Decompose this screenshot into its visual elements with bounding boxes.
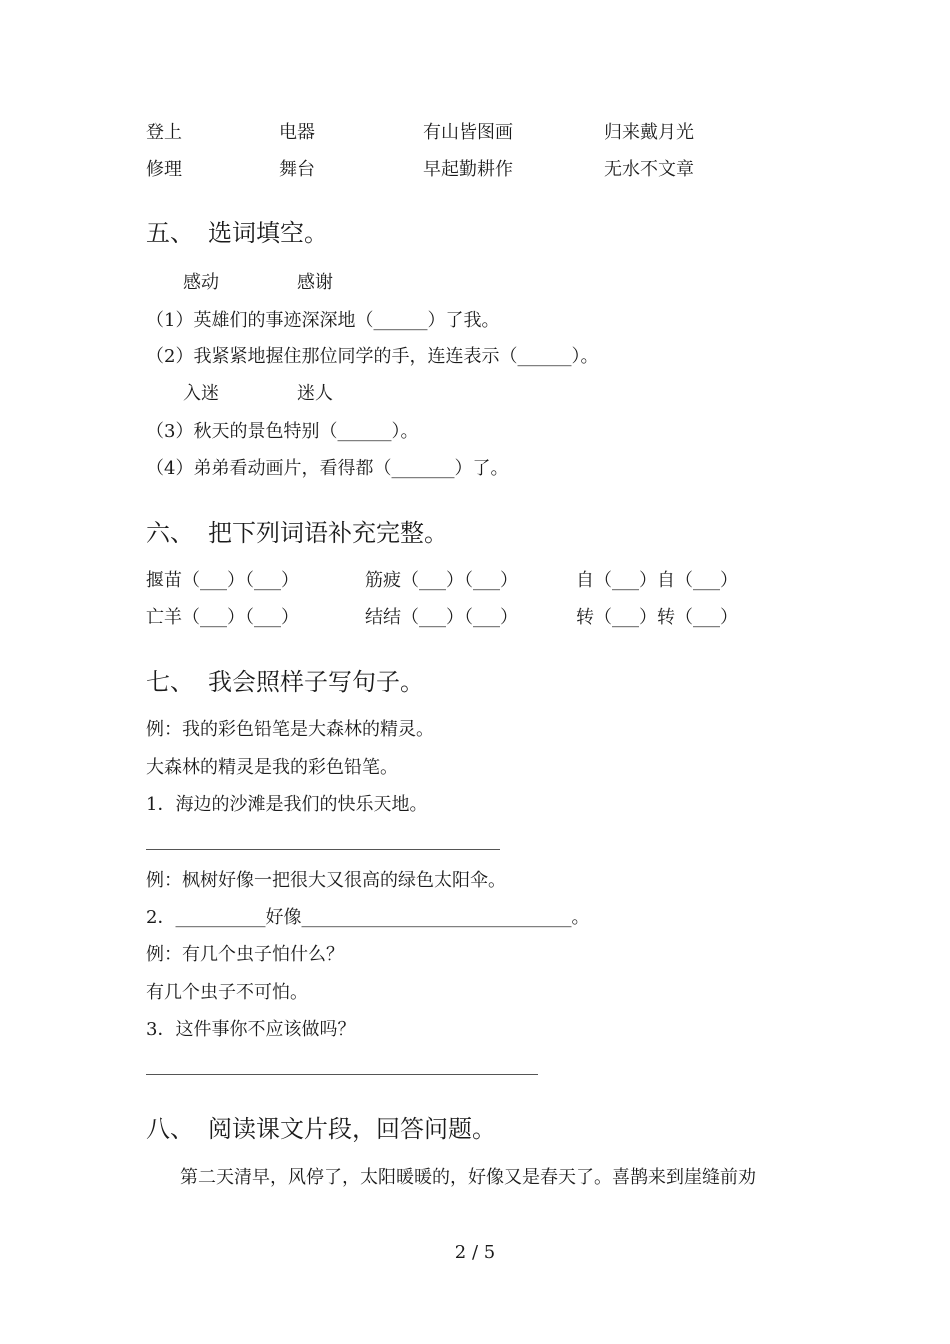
choice-word: 入迷 [183, 383, 219, 404]
section-heading [146, 667, 424, 697]
section-number: 六、 [146, 519, 194, 547]
idiom-item: 结结（___）（___） [365, 607, 518, 628]
choice-word: 迷人 [297, 383, 333, 404]
example-sentence: 有几个虫子不可怕。 [146, 982, 308, 1003]
word-cell: 修理 [146, 159, 182, 180]
word-cell: 早起勤耕作 [423, 159, 513, 180]
section-title: 把下列词语补充完整。 [208, 519, 448, 547]
word-cell: 归来戴月光 [604, 122, 694, 143]
example-sentence: 例：有几个虫子怕什么？ [146, 944, 344, 965]
example-sentence: 大森林的精灵是我的彩色铅笔。 [146, 757, 398, 778]
answer-line[interactable] [146, 1074, 538, 1075]
word-cell: 电器 [279, 122, 315, 143]
idiom-item: 自（___）自（___） [576, 570, 738, 591]
reading-passage: 第二天清早，风停了，太阳暖暖的，好像又是春天了。喜鹊来到崖缝前劝 [180, 1167, 756, 1188]
idiom-item: 揠苗（___）（___） [146, 570, 299, 591]
exercise-sentence: 2．__________好像______________________________。 [146, 907, 590, 928]
idiom-item: 亡羊（___）（___） [146, 607, 299, 628]
fill-question: （4）弟弟看动画片，看得都（_______）了。 [146, 458, 509, 479]
fill-question: （3）秋天的景色特别（______）。 [146, 421, 419, 442]
choice-word: 感动 [183, 272, 219, 293]
word-cell: 无水不文章 [604, 159, 694, 180]
page-number: 2 / 5 [454, 1242, 496, 1263]
section-number: 八、 [146, 1115, 194, 1143]
section-title: 阅读课文片段，回答问题。 [208, 1115, 496, 1143]
word-cell: 有山皆图画 [423, 122, 513, 143]
word-cell: 舞台 [279, 159, 315, 180]
example-sentence: 例：枫树好像一把很大又很高的绿色太阳伞。 [146, 870, 506, 891]
section-title: 我会照样子写句子。 [208, 668, 424, 696]
exercise-sentence: 1．海边的沙滩是我们的快乐天地。 [146, 794, 428, 815]
idiom-item: 筋疲（___）（___） [365, 570, 518, 591]
section-heading [146, 218, 328, 248]
example-sentence: 例：我的彩色铅笔是大森林的精灵。 [146, 719, 434, 740]
section-heading [146, 518, 448, 548]
section-heading [146, 1114, 496, 1144]
section-title: 选词填空。 [208, 219, 328, 247]
fill-question: （1）英雄们的事迹深深地（______）了我。 [146, 310, 500, 331]
section-number: 五、 [146, 219, 194, 247]
word-cell: 登上 [146, 122, 182, 143]
choice-word: 感谢 [297, 272, 333, 293]
answer-line[interactable] [146, 849, 500, 850]
idiom-item: 转（___）转（___） [576, 607, 738, 628]
section-number: 七、 [146, 668, 194, 696]
fill-question: （2）我紧紧地握住那位同学的手，连连表示（______）。 [146, 346, 599, 367]
exercise-sentence: 3．这件事你不应该做吗？ [146, 1019, 356, 1040]
